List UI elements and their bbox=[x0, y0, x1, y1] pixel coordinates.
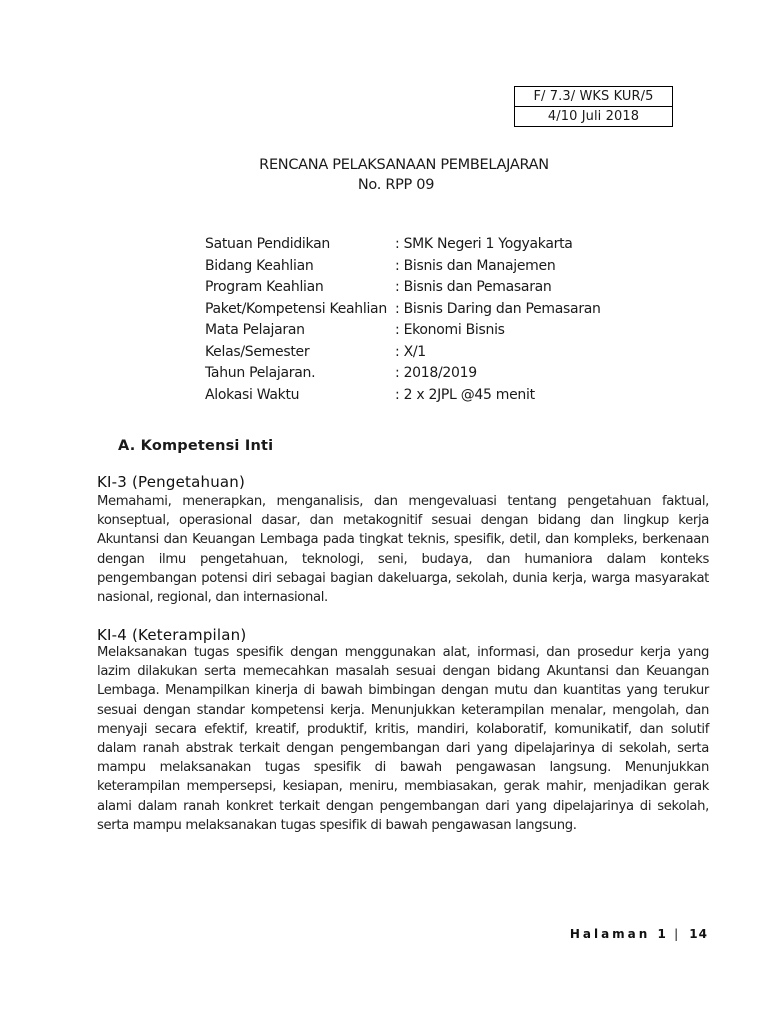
ki3-paragraph: Memahami, menerapkan, menganalisis, dan mengevaluasi tentang pengetahuan faktual, konseptual, operasional dasar, dan metakognitif sesuai dengan bidang dan lingkup kerja Akuntansi dan Keuangan Lembaga pada tingkat teknis, spesifik, detil, dan kompleks, berkenaan dengan ilmu pengetahuan, teknologi, seni, budaya, dan humaniora dalam konteks pengembangan potensi diri sebagai bagian dakeluarga, sekolah, dunia kerja, warga masyarakat nasional, regional, dan internasional. bbox=[97, 494, 709, 606]
page-current: 1 bbox=[657, 927, 667, 941]
identity-label: Kelas/Semester bbox=[205, 343, 310, 360]
form-number: F/ 7.3/ WKS KUR/5 bbox=[533, 89, 654, 104]
page-total: 14 bbox=[689, 927, 708, 941]
identity-label: Bidang Keahlian bbox=[205, 257, 314, 274]
page-label: Halaman bbox=[569, 927, 651, 941]
page-separator: | bbox=[674, 927, 679, 941]
document-date: 4/10 Juli 2018 bbox=[515, 106, 672, 126]
identity-label: Satuan Pendidikan bbox=[205, 236, 330, 252]
identity-label: Alokasi Waktu bbox=[205, 386, 300, 403]
identity-value: : Bisnis Daring dan Pemasaran bbox=[395, 300, 601, 317]
identity-value: : 2 x 2JPL @45 menit bbox=[395, 386, 535, 403]
identity-value: : X/1 bbox=[395, 343, 426, 360]
section-heading-kompetensi-inti: A. Kompetensi Inti bbox=[118, 438, 274, 454]
document-title: RENCANA PELAKSANAAN PEMBELAJARAN bbox=[259, 157, 549, 173]
document-code-box bbox=[514, 86, 673, 127]
identity-value: : Bisnis dan Manajemen bbox=[395, 257, 556, 274]
ki4-paragraph: Melaksanakan tugas spesifik dengan menggunakan alat, informasi, dan prosedur kerja yang lazim dilakukan serta memecahkan masalah sesuai dengan bidang Akuntansi dan Keuangan Lembaga. Menampilkan kinerja di bawah bimbingan dengan mutu dan kuantitas yang terukur sesuai dengan standar kompetensi kerja. Menunjukkan keterampilan menalar, mengolah, dan menyaji secara efektif, kreatif, produktif, kritis, mandiri, kolaboratif, komunikatif, dan solutif dalam ranah abstrak terkait dengan pengembangan dari yang dipelajarinya di sekolah, serta mampu melaksanakan tugas spesifik di bawah pengawasan langsung. Menunjukkan keterampilan mempersepsi, kesiapan, meniru, membiasakan, gerak mahir, menjadikan gerak alami dalam ranah konkret terkait dengan pengembangan dari yang dipelajarinya di sekolah, serta mampu melaksanakan tugas spesifik di bawah pengawasan langsung. bbox=[97, 645, 709, 833]
identity-value: : Ekonomi Bisnis bbox=[395, 322, 505, 338]
ki4-heading: KI-4 (Keterampilan) bbox=[97, 626, 247, 644]
identity-value: : 2018/2019 bbox=[395, 365, 477, 381]
identity-label: Tahun Pelajaran. bbox=[205, 365, 316, 381]
identity-value: : Bisnis dan Pemasaran bbox=[395, 279, 552, 295]
identity-value: : SMK Negeri 1 Yogyakarta bbox=[395, 236, 573, 252]
page-footer bbox=[570, 927, 708, 941]
document-number: No. RPP 09 bbox=[357, 177, 435, 193]
identity-label: Mata Pelajaran bbox=[205, 322, 305, 338]
identity-label: Paket/Kompetensi Keahlian bbox=[205, 300, 387, 317]
ki3-heading: KI-3 (Pengetahuan) bbox=[97, 473, 246, 491]
identity-label: Program Keahlian bbox=[205, 279, 324, 295]
